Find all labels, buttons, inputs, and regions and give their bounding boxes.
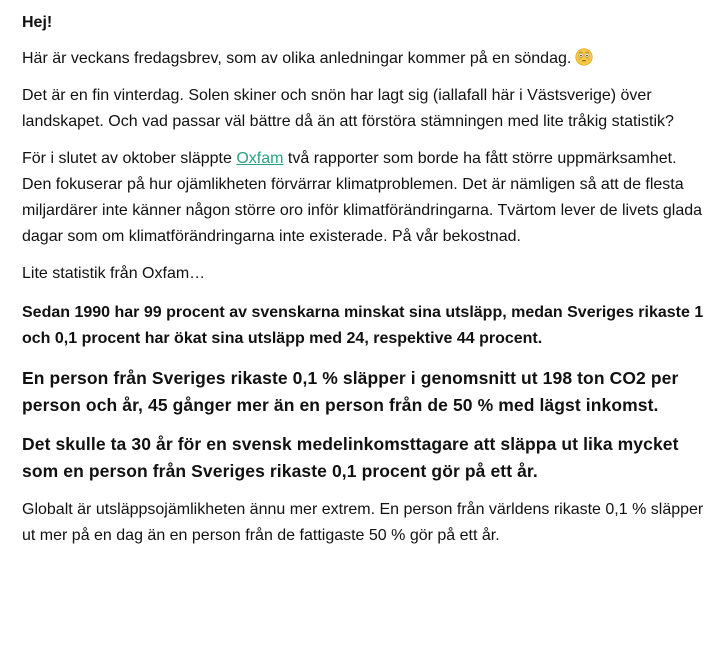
stat-emissions-change: Sedan 1990 har 99 procent av svenskarna minskat sina utsläpp, medan Sveriges rikaste 1 och 0,1 procent har ökat sina utsläpp med 24, respektive 44 procent. [22, 304, 704, 347]
oxfam-paragraph [22, 146, 708, 250]
stats-intro: Lite statistik från Oxfam… [22, 265, 206, 282]
oxfam-text-after: två rapporter som borde ha fått större uppmärksamhet. Den fokuserar på hur ojämlikheten förvärrar klimatproblemen. Det är nämligen så att de flesta miljardärer inte känner någon större oro inför klimatförändringarna. Tvärtom lever de livets glada dagar som om klimatförändringarna inte existerade. På vår bekostnad. [22, 150, 703, 245]
stat-richest-emissions: En person från Sveriges rikaste 0,1 % släpper i genomsnitt ut 198 ton CO2 per person och år, 45 gånger mer än en person från de 50 % med lägst inkomst. [22, 368, 679, 415]
oxfam-link[interactable]: Oxfam [236, 150, 284, 167]
intro-text: Här är veckans fredagsbrev, som av olika anledningar kommer på en söndag. [22, 50, 572, 67]
intro-paragraph [22, 46, 708, 72]
oxfam-text-before: För i slutet av oktober släppte [22, 150, 237, 167]
greeting: Hej! [22, 14, 53, 31]
stat-thirty-years: Det skulle ta 30 år för en svensk medelinkomsttagare att släppa ut lika mycket som en person från Sveriges rikaste 0,1 procent gör på ett år. [22, 434, 679, 481]
flushed-face-icon [575, 48, 593, 66]
weather-paragraph: Det är en fin vinterdag. Solen skiner och snön har lagt sig (iallafall här i Västsverige) över landskapet. Och vad passar väl bättre då än att förstöra stämningen med lite tråkig statistik? [22, 87, 674, 130]
global-paragraph: Globalt är utsläppsojämlikheten ännu mer extrem. En person från världens rikaste 0,1 % släpper ut mer på en dag än en person från de fattigaste 50 % gör på ett år. [22, 501, 704, 544]
